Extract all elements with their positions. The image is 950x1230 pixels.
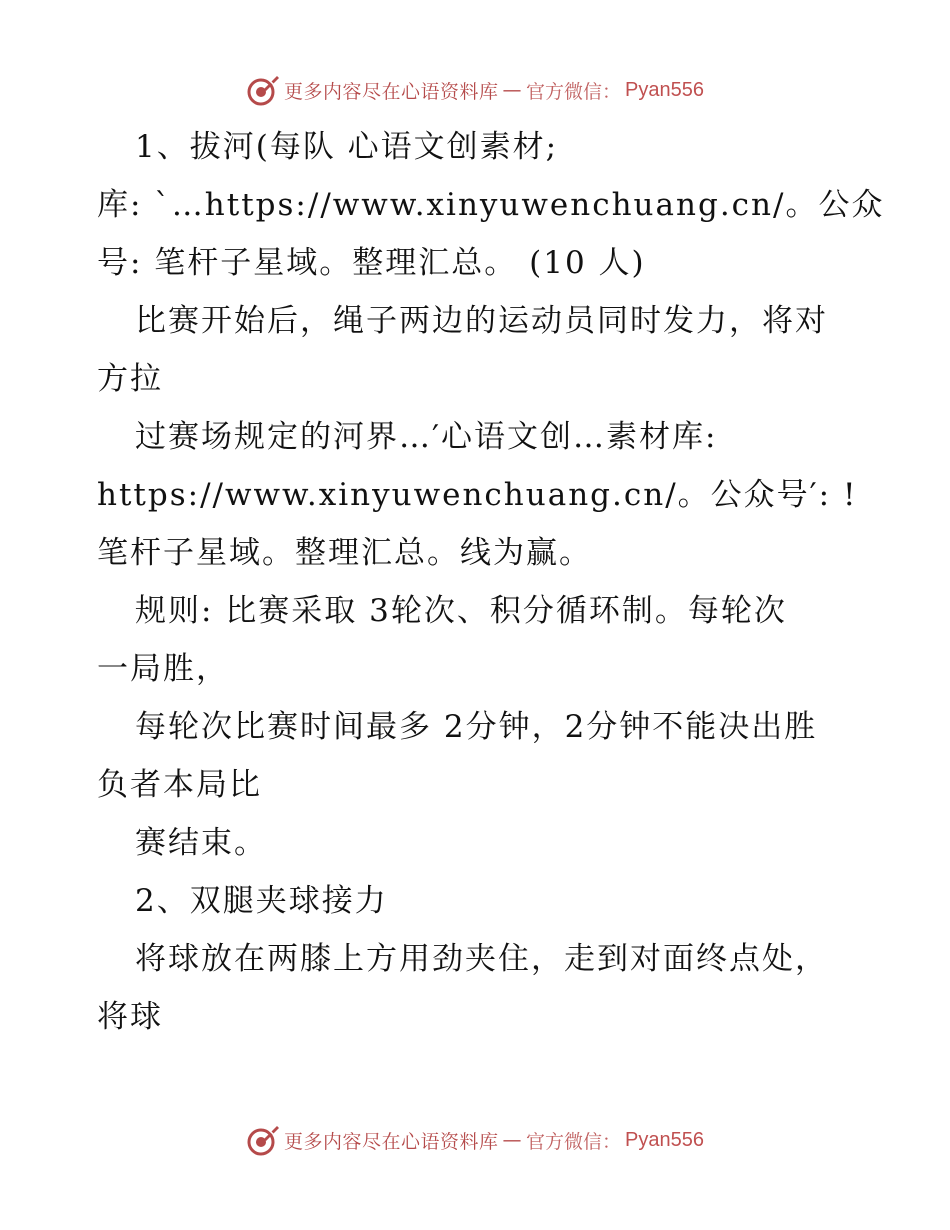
body-line: 一局胜， <box>97 651 229 687</box>
document-body <box>97 118 885 1046</box>
pen-logo-icon <box>246 73 280 107</box>
banner-wechat-id: Pyan556 <box>625 1128 704 1151</box>
body-line: 每轮次比赛时间最多 2分钟，2分钟不能决出胜 <box>135 709 818 745</box>
body-line: https://www.xinyuwenchuang.cn/。公众号′: ! <box>97 477 858 513</box>
banner-separator: — <box>502 1129 523 1151</box>
body-line: 规则: 比赛采取 3轮次、积分循环制。每轮次 <box>135 593 787 629</box>
banner-site-text: 更多内容尽在心语资料库 <box>284 1130 499 1153</box>
banner-wechat-label: 官方微信： <box>526 1130 622 1153</box>
header-banner <box>0 70 950 110</box>
banner-separator: — <box>502 79 523 101</box>
body-line: 1、拔河(每队 心语文创素材; <box>135 129 559 165</box>
footer-banner-content <box>246 1123 704 1157</box>
footer-banner <box>0 1120 950 1160</box>
pen-logo-icon <box>246 1123 280 1157</box>
body-line: 比赛开始后，绳子两边的运动员同时发力，将对 <box>135 303 828 339</box>
body-line: 号: 笔杆子星域。整理汇总。 (10 人) <box>97 245 646 281</box>
body-line: 2、双腿夹球接力 <box>135 883 388 919</box>
body-line: 库: `…https://www.xinyuwenchuang.cn/。公众 <box>97 187 885 223</box>
header-banner-content <box>246 73 704 107</box>
body-line: 将球放在两膝上方用劲夹住，走到对面终点处， <box>135 941 828 977</box>
body-line: 负者本局比 <box>97 767 262 803</box>
body-line: 笔杆子星域。整理汇总。线为赢。 <box>97 535 592 571</box>
banner-site-text: 更多内容尽在心语资料库 <box>284 80 499 103</box>
body-line: 将球 <box>97 999 163 1035</box>
banner-wechat-id: Pyan556 <box>625 78 704 101</box>
body-line: 过赛场规定的河界…′心语文创…素材库: <box>135 419 718 455</box>
banner-wechat-label: 官方微信： <box>526 80 622 103</box>
body-line: 赛结束。 <box>135 825 267 861</box>
body-line: 方拉 <box>97 361 163 397</box>
